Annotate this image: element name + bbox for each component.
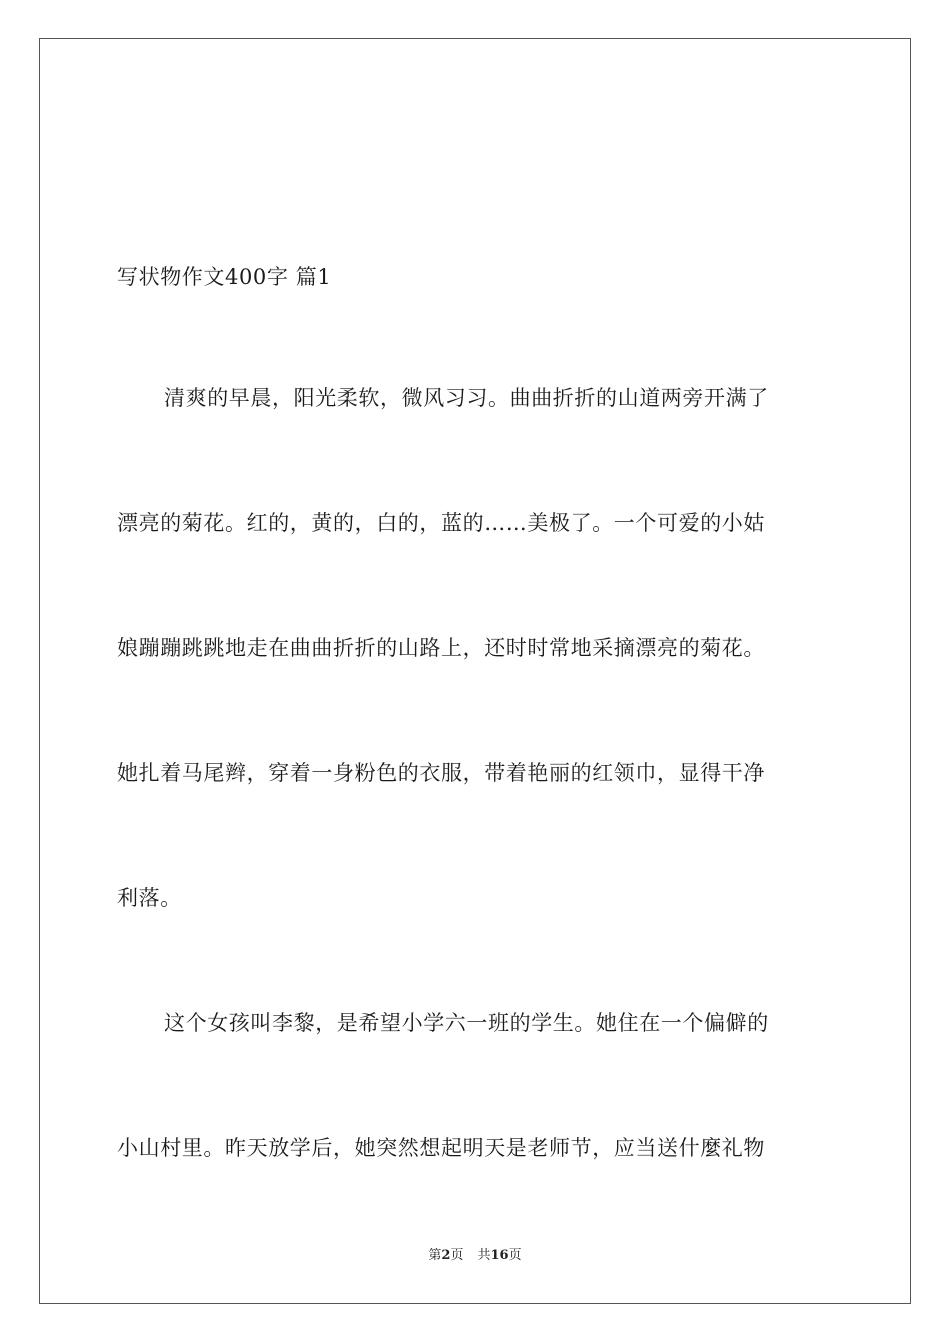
paragraph-1-line-4: 她扎着马尾辫，穿着一身粉色的衣服，带着艳丽的红领巾，显得干净 <box>117 761 765 785</box>
page-border <box>39 38 911 1304</box>
total-pages: 16 <box>490 1248 509 1263</box>
paragraph-1-line-3: 娘蹦蹦跳跳地走在曲曲折折的山路上，还时时常地采摘漂亮的菊花。 <box>117 636 765 660</box>
page-suffix: 页 <box>450 1248 464 1263</box>
paragraph-1-line-5: 利落。 <box>117 886 182 910</box>
total-prefix: 共 <box>477 1248 491 1263</box>
page-prefix: 第 <box>428 1248 442 1263</box>
page-footer <box>0 1247 950 1265</box>
page-number: 2 <box>441 1248 451 1263</box>
paragraph-2-line-1: 这个女孩叫李黎，是希望小学六一班的学生。她住在一个偏僻的 <box>164 1011 769 1035</box>
total-suffix: 页 <box>508 1248 522 1263</box>
paragraph-2-line-2: 小山村里。昨天放学后，她突然想起明天是老师节，应当送什麼礼物 <box>117 1136 765 1160</box>
paragraph-1-line-2: 漂亮的菊花。红的，黄的，白的，蓝的……美极了。一个可爱的小姑 <box>117 511 765 535</box>
document-title: 写状物作文400字 篇1 <box>117 265 332 289</box>
paragraph-1-line-1: 清爽的早晨，阳光柔软，微风习习。曲曲折折的山道两旁开满了 <box>164 386 769 410</box>
